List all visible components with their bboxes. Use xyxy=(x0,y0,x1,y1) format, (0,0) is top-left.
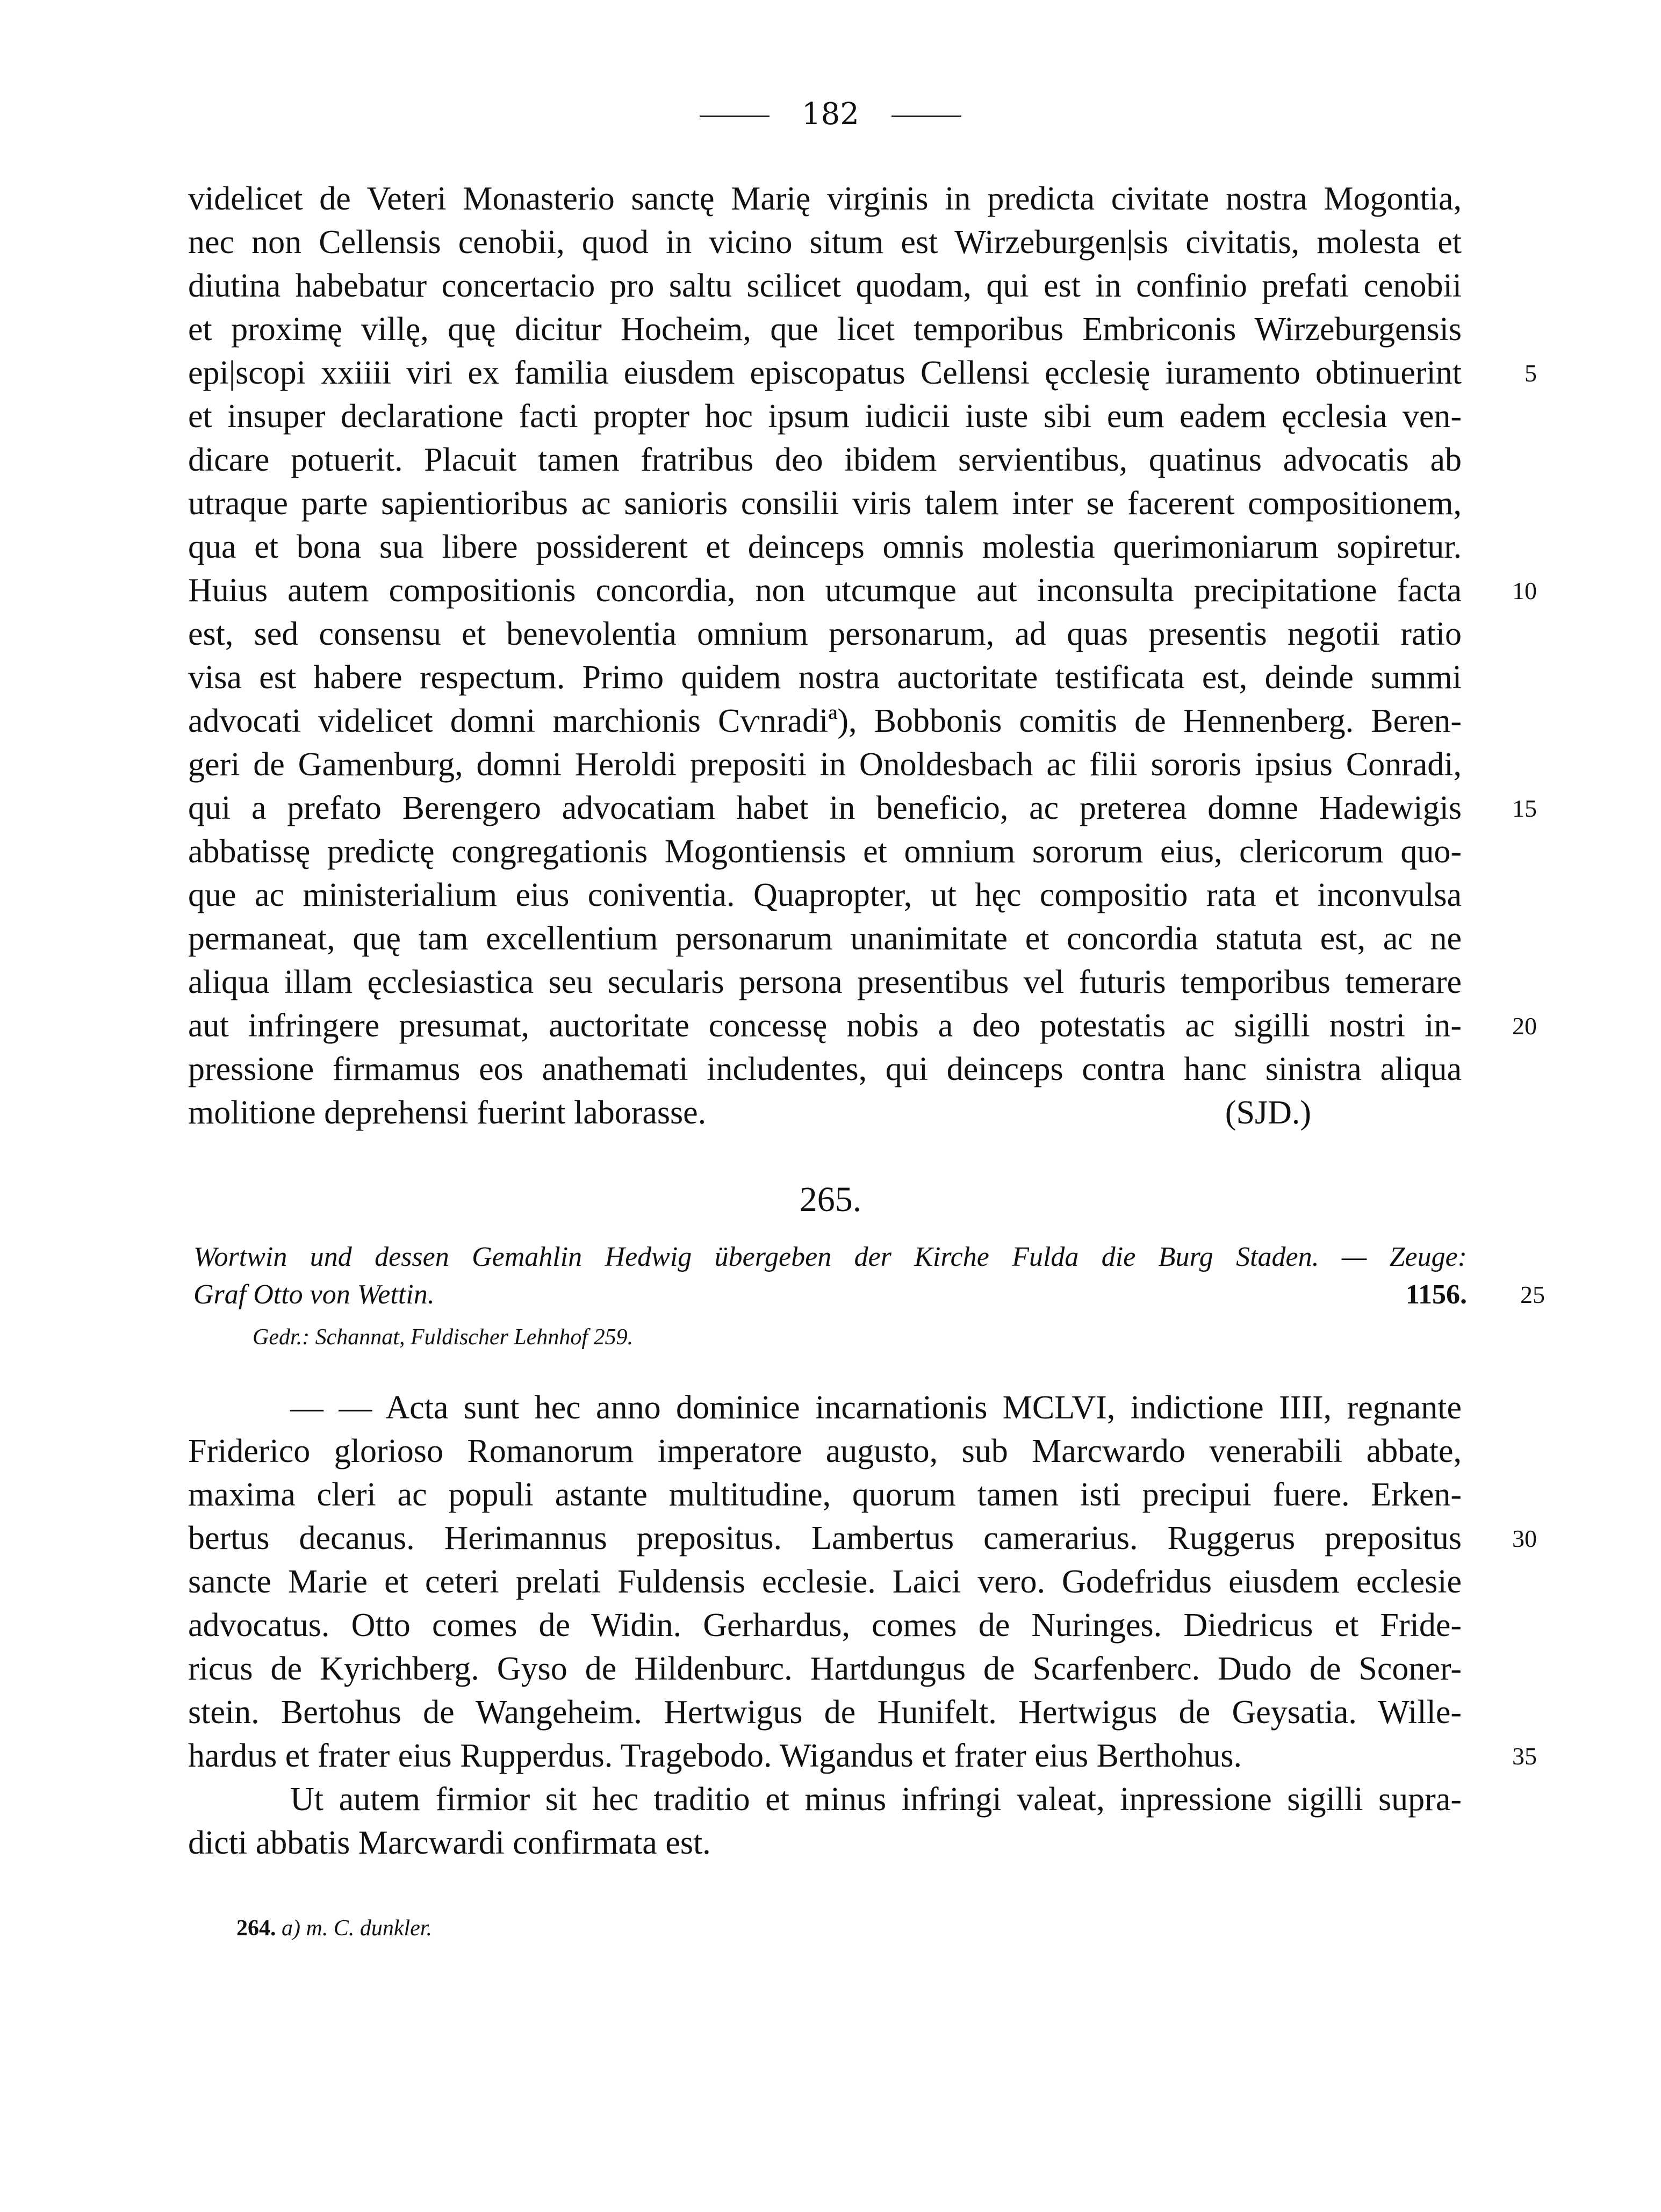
text-line-content: Friderico glorioso Romanorum imperatore augusto, sub Marcwardo venerabili abbate, xyxy=(188,1433,1462,1469)
text-line-content: diutina habebatur concertacio pro saltu scilicet quodam, qui est in confinio prefati cenobii xyxy=(188,268,1462,304)
text-line-content: permaneat, quę tam excellentium personarum unanimitate et concordia statuta est, ac ne xyxy=(188,920,1462,957)
text-line-content: stein. Bertohus de Wangeheim. Hertwigus de Hunifelt. Hertwigus de Geysatia. Wille- xyxy=(188,1694,1462,1731)
regest-line-1: Wortwin und dessen Gemahlin Hedwig übergeben der Kirche Fulda die Burg Staden. — Zeuge: xyxy=(193,1242,1467,1272)
text-line xyxy=(188,656,1462,700)
text-line xyxy=(188,700,1462,743)
text-line-content: epi|scopi xxiiii viri ex familia eiusdem episcopatus Cellensi ęcclesię iuramento obtinuerint xyxy=(188,355,1462,391)
text-line-content: hardus et frater eius Rupperdus. Tragebodo. Wigandus et frater eius Berthohus. xyxy=(188,1738,1242,1774)
text-line xyxy=(188,1647,1462,1691)
text-line xyxy=(188,743,1462,787)
text-line-content: est, sed consensu et benevolentia omnium personarum, ad quas presentis negotii ratio xyxy=(188,616,1462,652)
text-line xyxy=(188,221,1462,264)
text-line xyxy=(188,1821,1462,1865)
text-line-content: pressione firmamus eos anathemati includentes, qui deinceps contra hanc sinistra aliqua xyxy=(188,1051,1462,1087)
text-line-content: que ac ministerialium eius coniventia. Quapropter, ut hęc compositio rata et inconvulsa xyxy=(188,877,1462,913)
text-line-content: visa est habere respectum. Primo quidem nostra auctoritate testificata est, deinde summi xyxy=(188,659,1462,696)
text-line-content: aut infringere presumat, auctoritate concessę nobis a deo potestatis ac sigilli nostri in- xyxy=(188,1007,1462,1044)
edition-note: Gedr.: Schannat, Fuldischer Lehnhof 259. xyxy=(253,1325,634,1350)
text-line-content: dicare potuerit. Placuit tamen fratribus deo ibidem servientibus, quatinus advocatis ab xyxy=(188,442,1462,478)
footnote xyxy=(236,1915,432,1941)
text-line xyxy=(188,308,1462,351)
text-line-content: ricus de Kyrichberg. Gyso de Hildenburc. Hartdungus de Scarfenberc. Dudo de Sconer- xyxy=(188,1651,1462,1687)
text-line-content: advocatus. Otto comes de Widin. Gerhardus, comes de Nuringes. Diedricus et Fride- xyxy=(188,1607,1462,1644)
text-line-content: maxima cleri ac populi astante multitudine, quorum tamen isti precipui fuere. Erken- xyxy=(188,1476,1462,1513)
text-line-content: Ut autem firmior sit hec traditio et minus infringi valeat, inpressione sigilli supra- xyxy=(290,1781,1462,1818)
text-line xyxy=(188,395,1462,438)
text-line-content: advocati videlicet domni marchionis Cѵnradiª), Bobbonis comitis de Hennenberg. Beren- xyxy=(188,703,1462,739)
text-line xyxy=(188,438,1462,482)
text-line xyxy=(188,177,1462,221)
header-rule-right xyxy=(891,116,961,117)
page-number: 182 xyxy=(802,97,859,132)
line-number: 30 xyxy=(1512,1525,1537,1552)
text-line xyxy=(188,1004,1537,1048)
text-line xyxy=(188,1091,1462,1135)
text-line-content: molitione deprehensi fuerint laborasse. xyxy=(188,1094,707,1131)
text-line-content: utraque parte sapientioribus ac sanioris consilii viris talem inter se facerent compositionem, xyxy=(188,485,1462,522)
text-line xyxy=(188,482,1462,525)
regest-line-2: Graf Otto von Wettin. xyxy=(193,1279,435,1310)
line-number: 20 xyxy=(1512,1012,1537,1040)
text-line-content: et insuper declaratione facti propter hoc ipsum iudicii iuste sibi eum eadem ęcclesia ven- xyxy=(188,398,1462,435)
text-line xyxy=(188,1048,1462,1091)
text-line-content: bertus decanus. Herimannus prepositus. Lambertus camerarius. Ruggerus prepositus xyxy=(188,1520,1462,1557)
text-line xyxy=(188,917,1462,961)
line-number: 35 xyxy=(1512,1742,1537,1770)
text-line xyxy=(188,613,1462,656)
text-line xyxy=(188,1386,1462,1430)
charter-text-continued xyxy=(188,177,1537,1135)
text-line-content: et proximę villę, quę dicitur Hocheim, que licet temporibus Embriconis Wirzeburgensis xyxy=(188,311,1462,348)
line-number: 10 xyxy=(1512,577,1537,604)
header-rule-left xyxy=(700,116,770,117)
line-number: 25 xyxy=(1520,1281,1545,1308)
text-line-content: sancte Marie et ceteri prelati Fuldensis ecclesie. Laici vero. Godefridus eiusdem ecclesie xyxy=(188,1563,1462,1600)
text-line xyxy=(188,569,1537,613)
text-line xyxy=(188,1473,1462,1517)
text-line xyxy=(188,1691,1462,1734)
line-number: 5 xyxy=(1525,359,1537,387)
text-line-content: dicti abbatis Marcwardi confirmata est. xyxy=(188,1825,711,1861)
text-line-content: videlicet de Veteri Monasterio sanctę Marię virginis in predicta civitate nostra Mogontia, xyxy=(188,181,1462,217)
document-number: 265. xyxy=(799,1180,862,1219)
text-line xyxy=(188,1430,1462,1473)
text-line-content: Huius autem compositionis concordia, non utcumque aut inconsulta precipitatione facta xyxy=(188,572,1462,609)
text-line xyxy=(188,525,1462,569)
text-line-content: qui a prefato Berengero advocatiam habet in beneficio, ac preterea domne Hadewigis xyxy=(188,790,1462,826)
text-line xyxy=(188,1734,1537,1778)
line-number: 15 xyxy=(1512,795,1537,822)
text-line xyxy=(188,874,1462,917)
footnote-ref: 264. xyxy=(236,1916,276,1941)
document-date: 1156. xyxy=(1405,1279,1467,1310)
text-line xyxy=(188,264,1462,308)
text-line xyxy=(188,1517,1537,1560)
text-line xyxy=(188,1604,1462,1647)
text-line xyxy=(188,1778,1462,1821)
text-line-content: nec non Cellensis cenobii, quod in vicino situm est Wirzeburgen|sis civitatis, molesta et xyxy=(188,224,1462,261)
regest xyxy=(193,1238,1545,1314)
text-line xyxy=(188,787,1537,830)
text-line xyxy=(188,1560,1462,1604)
text-line-content: abbatissę predictę congregationis Mogontiensis et omnium sororum eius, clericorum quo- xyxy=(188,833,1462,870)
charter-text-265 xyxy=(188,1386,1537,1865)
text-line-content: geri de Gamenburg, domni Heroldi prepositi in Onoldesbach ac filii sororis ipsius Conradi, xyxy=(188,746,1462,783)
text-line-content: qua et bona sua libere possiderent et deinceps omnis molestia querimoniarum sopiretur. xyxy=(188,529,1462,565)
editor-signature: (SJD.) xyxy=(1225,1094,1311,1131)
footnote-text: a) m. C. dunkler. xyxy=(282,1916,432,1941)
text-line-content: — — Acta sunt hec anno dominice incarnationis MCLVI, indictione IIII, regnante xyxy=(290,1389,1462,1426)
text-line xyxy=(188,961,1462,1004)
text-line xyxy=(188,351,1537,395)
text-line xyxy=(188,830,1462,874)
page-header xyxy=(0,97,1661,132)
text-line-content: aliqua illam ęcclesiastica seu secularis persona presentibus vel futuris temporibus temerare xyxy=(188,964,1462,1000)
